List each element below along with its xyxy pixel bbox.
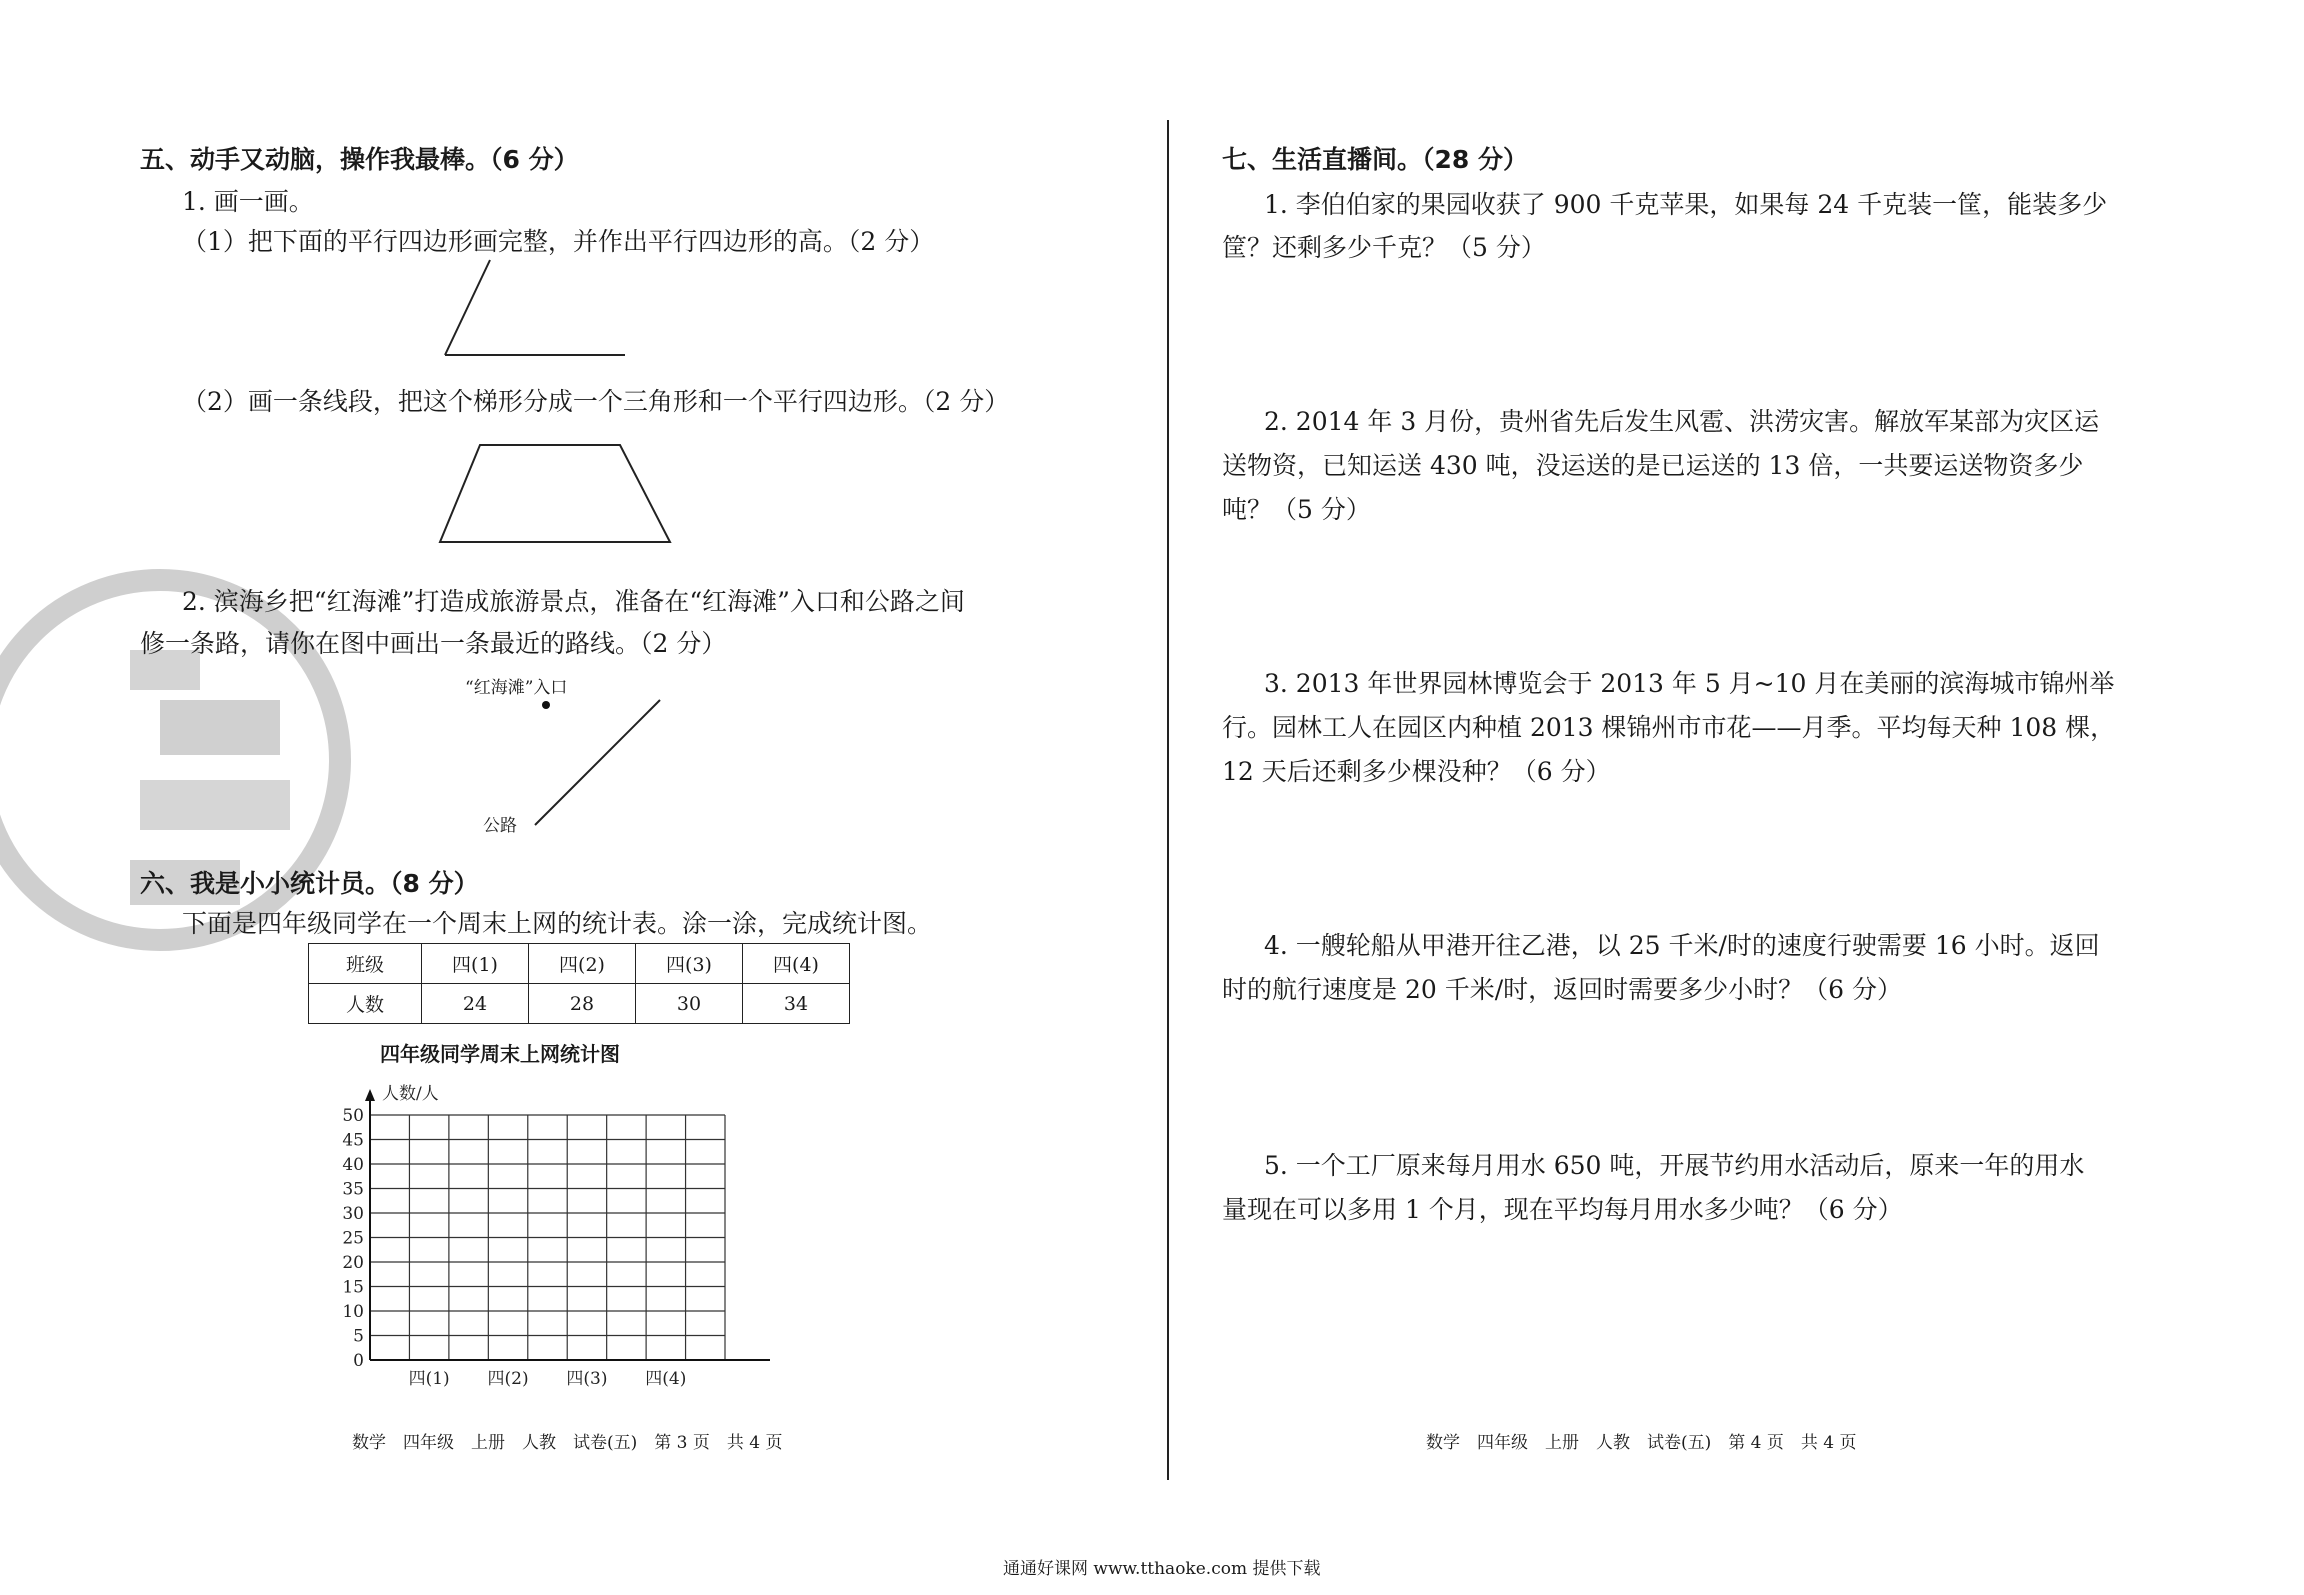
y-axis-arrow	[365, 1089, 375, 1101]
stats-table	[308, 943, 850, 1024]
seal-watermark	[120, 560, 330, 960]
problem-5-line2: 量现在可以多用 1 个月，现在平均每月用水多少吨？（6 分）	[1222, 1195, 1903, 1224]
problem-4-line2: 时的航行速度是 20 千米/时，返回时需要多少小时？（6 分）	[1222, 975, 1902, 1004]
table-cell: 30	[636, 984, 743, 1024]
left-footer: 数学 四年级 上册 人教 试卷(五) 第 3 页 共 4 页	[352, 1433, 783, 1453]
problem-2-line2: 送物资，已知运送 430 吨，没运送的是已运送的 13 倍，一共要运送物资多少	[1222, 451, 2084, 480]
y-tick-label: 30	[342, 1204, 364, 1224]
download-watermark: 通通好课网 www.tthaoke.com 提供下载	[1003, 1559, 1321, 1579]
section-6-intro: 下面是四年级同学在一个周末上网的统计表。涂一涂，完成统计图。	[182, 909, 933, 938]
y-tick-label: 20	[342, 1253, 364, 1273]
table-cell: 34	[743, 984, 850, 1024]
x-tick-label: 四(1)	[408, 1369, 450, 1389]
road-label: 公路	[483, 816, 517, 836]
entrance-label: “红海滩”入口	[465, 678, 568, 698]
section-5-heading: 五、动手又动脑，操作我最棒。（6 分）	[140, 145, 579, 174]
right-footer: 数学 四年级 上册 人教 试卷(五) 第 4 页 共 4 页	[1426, 1433, 1857, 1453]
y-tick-label: 5	[353, 1326, 364, 1347]
question-2-line2: 修一条路，请你在图中画出一条最近的路线。（2 分）	[140, 629, 727, 658]
problem-2-line1: 2. 2014 年 3 月份，贵州省先后发生风雹、洪涝灾害。解放军某部为灾区运	[1264, 407, 2100, 436]
table-row	[309, 984, 850, 1024]
problem-3-line1: 3. 2013 年世界园林博览会于 2013 年 5 月~10 月在美丽的滨海城市锦州举	[1264, 669, 2115, 698]
y-tick-label: 15	[342, 1277, 364, 1298]
problem-3-line3: 12 天后还剩多少棵没种？（6 分）	[1222, 757, 1611, 786]
y-tick-label: 0	[353, 1351, 364, 1371]
y-tick-label: 50	[342, 1106, 364, 1126]
table-row	[309, 944, 850, 984]
question-2-line1: 2. 滨海乡把“红海滩”打造成旅游景点，准备在“红海滩”入口和公路之间	[182, 587, 965, 616]
x-tick-label: 四(4)	[645, 1369, 687, 1389]
chart-title: 四年级同学周末上网统计图	[380, 1042, 620, 1066]
parallelogram-partial-figure	[440, 255, 640, 365]
problem-1-line1: 1. 李伯伯家的果园收获了 900 千克苹果，如果每 24 千克装一筐，能装多少	[1264, 190, 2108, 219]
entrance-point	[542, 701, 550, 709]
problem-4-line1: 4. 一艘轮船从甲港开往乙港，以 25 千米/时的速度行驶需要 16 小时。返回	[1264, 931, 2100, 960]
table-cell: 四(4)	[743, 944, 850, 984]
y-tick-label: 10	[342, 1302, 364, 1322]
y-tick-label: 25	[342, 1228, 364, 1249]
bar-chart-grid	[330, 1070, 810, 1389]
table-cell: 24	[422, 984, 529, 1024]
question-1a-text: （1）把下面的平行四边形画完整，并作出平行四边形的高。（2 分）	[182, 227, 935, 256]
question-1-title: 1. 画一画。	[182, 187, 314, 216]
x-tick-label: 四(3)	[566, 1369, 608, 1389]
section-6-heading: 六、我是小小统计员。（8 分）	[140, 869, 479, 898]
x-tick-label: 四(2)	[487, 1369, 529, 1389]
table-cell: 四(3)	[636, 944, 743, 984]
road-line	[535, 700, 660, 825]
table-header-class: 班级	[309, 944, 422, 984]
table-cell: 四(2)	[529, 944, 636, 984]
table-header-count: 人数	[309, 984, 422, 1024]
y-tick-label: 35	[342, 1179, 364, 1200]
problem-1-line2: 筐？还剩多少千克？（5 分）	[1222, 233, 1546, 262]
y-tick-label: 40	[342, 1155, 364, 1175]
problem-3-line2: 行。园林工人在园区内种植 2013 棵锦州市市花——月季。平均每天种 108 棵，	[1222, 713, 2116, 742]
trapezoid-figure	[430, 440, 680, 550]
y-tick-label: 45	[342, 1130, 364, 1151]
section-7-heading: 七、生活直播间。（28 分）	[1222, 145, 1528, 174]
y-axis-label: 人数/人	[382, 1084, 439, 1104]
problem-2-line3: 吨？（5 分）	[1222, 495, 1371, 524]
problem-5-line1: 5. 一个工厂原来每月用水 650 吨，开展节约用水活动后，原来一年的用水	[1264, 1151, 2085, 1180]
table-cell: 四(1)	[422, 944, 529, 984]
table-cell: 28	[529, 984, 636, 1024]
page-divider	[1167, 120, 1169, 1480]
question-1b-text: （2）画一条线段，把这个梯形分成一个三角形和一个平行四边形。（2 分）	[182, 387, 1010, 416]
